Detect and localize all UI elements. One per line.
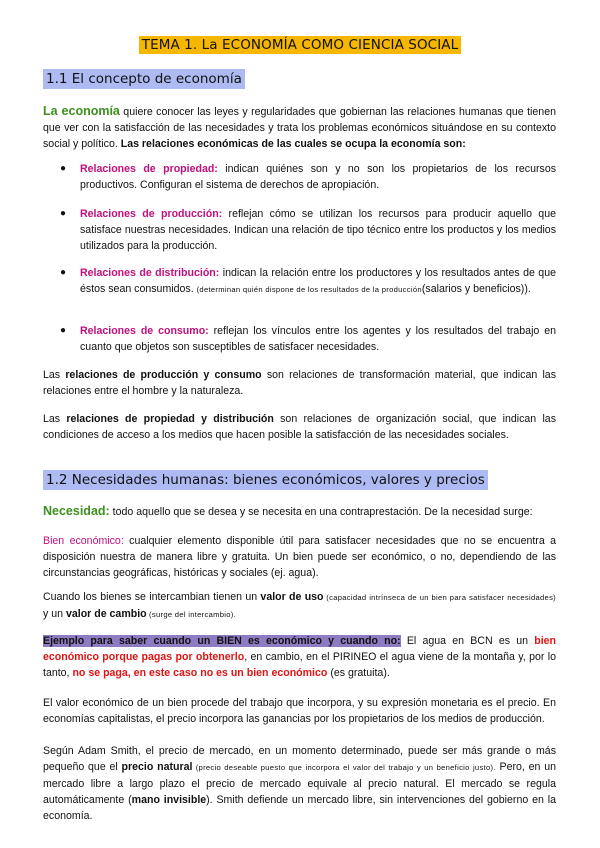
necesidad-paragraph: Necesidad: todo aquello que se desea y se necesita en una contraprestación. De la necesidad surge: xyxy=(43,504,533,518)
ejemplo-paragraph: Ejemplo para saber cuando un BIEN es económico y cuando no: El agua en BCN es un bien económico porque pagas por obtenerlo, en cambio, en el PIRINEO el agua viene de la montaña y, por lo tanto, no se paga, en este caso no es un bien económico (es gratuita). xyxy=(43,635,556,679)
valor-economico-paragraph: El valor económico de un bien procede del trabajo que incorpora, y su expresión monetaria es el precio. En economías capitalistas, el precio incorpora las ganancias por los propietarios de los medios de producción. xyxy=(43,697,556,725)
document-title: TEMA 1. La ECONOMÍA COMO CIENCIA SOCIAL xyxy=(139,36,462,54)
bullet-distribucion: ● Relaciones de distribución: indican la relación entre los productores y los resultados antes de que éstos sean consumidos. (determinan quién dispone de los resultados de la producción(salarios y beneficios)). xyxy=(60,267,556,295)
economia-term: La economía xyxy=(43,104,120,118)
section-heading-2: 1.2 Necesidades humanas: bienes económicos, valores y precios xyxy=(43,470,488,490)
paragraph-produccion-consumo: Las relaciones de producción y consumo son relaciones de transformación material, que indican las relaciones entre el hombre y la naturaleza. xyxy=(43,369,556,397)
bien-economico-paragraph: Bien económico: cualquier elemento disponible útil para satisfacer necesidades que no se encuentra a disposición nuestra de manera libre y gratuita. Un bien puede ser económico, o no, dependiendo de las circunstancias geográficas, históricas y sociales (ej. agua). xyxy=(43,535,556,579)
intro-paragraph: La economía quiere conocer las leyes y regularidades que gobiernan las relaciones humanas que tienen que ver con la satisfacción de las necesidades y trata los problemas económicos situándose en su contexto social y político. Las relaciones económicas de las cuales se ocupa la economía son: xyxy=(43,104,556,150)
bullet-consumo: ● Relaciones de consumo: reflejan los vínculos entre los agentes y los resultados del trabajo en cuanto que objetos son susceptibles de satisfacer necesidades. xyxy=(60,325,556,353)
adam-smith-paragraph: Según Adam Smith, el precio de mercado, en un momento determinado, puede ser más grande o más pequeño que el precio natural (precio deseable puesto que incorpora el valor del trabajo y un beneficio justo). Pero, en un mercado libre a largo plazo el precio de mercado equivale al precio natural. El mercado se regula automáticamente (mano invisible). Smith defiende un mercado libre, sin intervenciones del gobierno en la economía. xyxy=(43,745,556,822)
bullet-propiedad: ● Relaciones de propiedad: indican quiénes son y no son los propietarios de los recursos productivos. Configuran el sistema de derechos de apropiación. xyxy=(60,163,557,191)
paragraph-propiedad-distribucion: Las relaciones de propiedad y distribución son relaciones de organización social, que indican las condiciones de acceso a los medios que hacen posible la satisfacción de las necesidades sociales. xyxy=(43,413,556,441)
bullet-produccion: ● Relaciones de producción: reflejan cómo se utilizan los recursos para producir aquello que satisface nuestras necesidades. Indican una relación de tipo técnico entre los productos y los medios utilizados para la producción. xyxy=(60,208,556,252)
ejemplo-label: Ejemplo para saber cuando un BIEN es económico y cuando no: xyxy=(43,635,401,647)
section-heading-1: 1.1 El concepto de economía xyxy=(43,69,245,89)
valor-paragraph: Cuando los bienes se intercambian tienen un valor de uso (capacidad intrínseca de un bien para satisfacer necesidades) y un valor de cambio (surge del intercambio). xyxy=(43,591,556,620)
